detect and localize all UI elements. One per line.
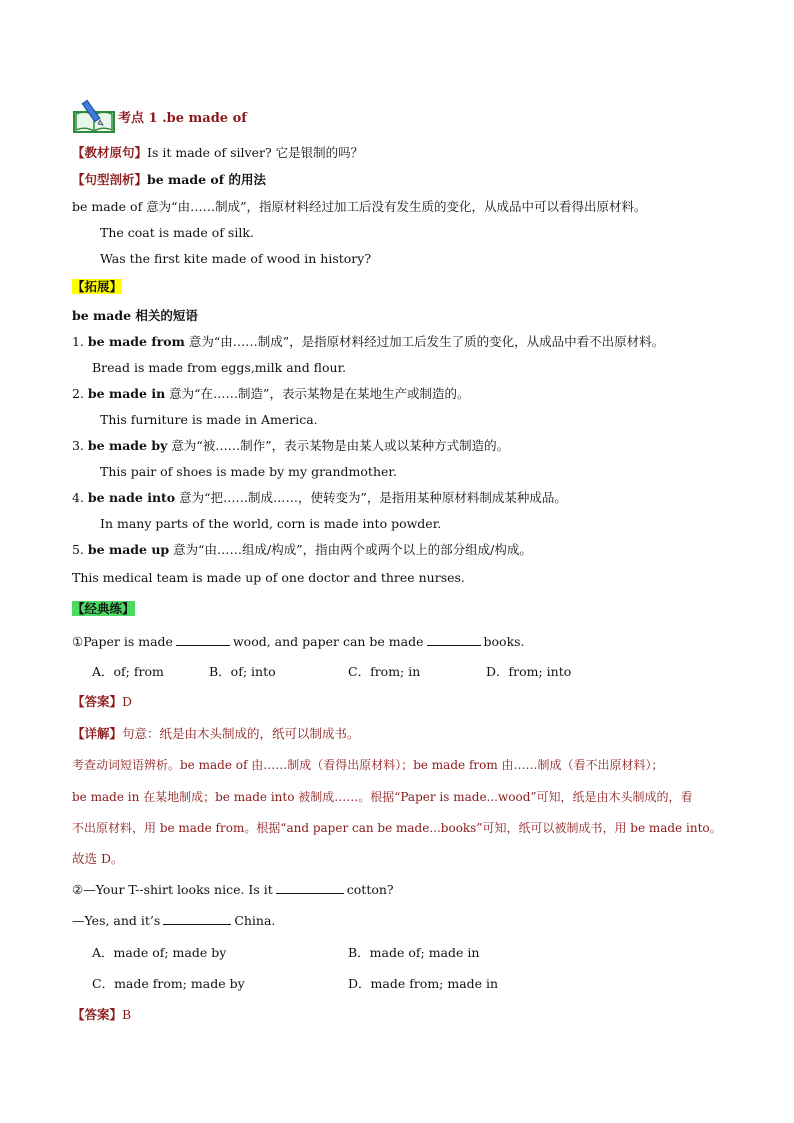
q1-answer-value: D — [122, 694, 133, 709]
q1-part3: books. — [483, 634, 525, 649]
q1-blank-2 — [427, 633, 481, 646]
q2-option-c: C．made from; made by — [92, 976, 245, 991]
item-1 — [72, 333, 664, 351]
item-5-num: 5. — [72, 542, 84, 557]
q1-blank-1 — [176, 633, 230, 646]
q2-blank-2 — [163, 912, 231, 925]
practice-tag-text: 【经典练】 — [72, 601, 135, 616]
made-of-explain — [72, 198, 646, 216]
book-pencil-icon — [72, 98, 116, 134]
q2-option-a: A．made of; made by — [92, 945, 227, 960]
made-of-term: be made of — [72, 199, 143, 214]
item-3-num: 3. — [72, 438, 84, 453]
q2-line-2 — [72, 912, 275, 930]
analysis-heading-text: be made of 的用法 — [147, 172, 266, 187]
item-5-term: be made up — [87, 542, 170, 557]
q1-option-c: C．from; in — [348, 664, 421, 679]
q1-option-d: D．from; into — [486, 664, 572, 679]
q1-option-b: B．of; into — [209, 664, 276, 679]
q1-detail-5: 故选 D。 — [72, 851, 124, 866]
q1-detail-line1: 句意：纸是由木头制成的，纸可以制成书。 — [122, 726, 360, 741]
item-4-example: In many parts of the world, corn is made into powder. — [100, 516, 442, 531]
item-2-explain: 意为“在……制造”，表示某物是在某地生产或制造的。 — [165, 386, 470, 401]
made-of-example-1: The coat is made of silk. — [100, 225, 254, 240]
q1-detail-4: 不出原材料，用 be made from。根据“and paper can be made...books”可知，纸可以被制成书，用 be made into。 — [72, 821, 722, 835]
item-4-num: 4. — [72, 490, 84, 505]
item-5-example: This medical team is made up of one doctor and three nurses. — [72, 570, 465, 585]
item-2-example: This furniture is made in America. — [100, 412, 318, 427]
q2-option-b: B．made of; made in — [348, 945, 480, 960]
item-3-term: be made by — [87, 438, 168, 453]
q1-detail-3: be made in 在某地制成；be made into 被制成……。根据“Paper is made...wood”可知，纸是由木头制成的，看 — [72, 790, 693, 804]
q2-answer-tag: 【答案】 — [72, 1007, 123, 1022]
q2-line1a: —Your T--shirt looks nice. Is it — [83, 882, 273, 897]
analysis-tag: 【句型剖析】 — [72, 172, 148, 187]
item-1-term: be made from — [87, 334, 185, 349]
made-of-example-2: Was the first kite made of wood in history? — [100, 251, 372, 266]
practice-tag — [72, 600, 135, 618]
q1-part2: wood, and paper can be made — [232, 634, 424, 649]
q2-answer — [72, 1006, 131, 1024]
q2-line1b: cotton? — [346, 882, 394, 897]
q1-option-a: A．of; from — [92, 664, 164, 679]
q2-line2b: China. — [234, 913, 276, 928]
q1-answer-tag: 【答案】 — [72, 694, 123, 709]
item-3 — [72, 437, 509, 455]
item-2-num: 2. — [72, 386, 84, 401]
analysis-heading — [72, 171, 266, 189]
q2-blank-1 — [276, 881, 344, 894]
q2-line2a: —Yes, and it’s — [72, 913, 161, 928]
item-1-num: 1. — [72, 334, 84, 349]
item-1-explain: 意为“由……制成”，是指原材料经过加工后发生了质的变化，从成品中看不出原材料。 — [184, 334, 665, 349]
q2-num: ② — [72, 882, 84, 897]
q2-line-1 — [72, 881, 394, 899]
original-tag: 【教材原句】 — [72, 145, 148, 160]
q1-part1: Paper is made — [83, 634, 173, 649]
extension-tag — [72, 278, 122, 296]
extension-heading: be made 相关的短语 — [72, 308, 198, 323]
item-1-example: Bread is made from eggs,milk and flour. — [92, 360, 347, 375]
made-of-text: 意为“由……制成”，指原材料经过加工后没有发生质的变化，从成品中可以看得出原材料。 — [142, 199, 647, 214]
item-4 — [72, 489, 567, 507]
item-4-term: be nade into — [87, 490, 176, 505]
item-3-example: This pair of shoes is made by my grandmother. — [100, 464, 397, 479]
item-5 — [72, 541, 532, 559]
item-5-explain: 意为“由……组成/构成”，指由两个或两个以上的部分组成/构成。 — [169, 542, 532, 557]
q1-detail-1 — [72, 725, 360, 743]
item-4-explain: 意为“把……制成……，使转变为”，是指用某种原材料制成某种成品。 — [175, 490, 567, 505]
extension-tag-text: 【拓展】 — [72, 279, 123, 294]
q2-option-d: D．made from; made in — [348, 976, 499, 991]
original-sentence — [72, 144, 363, 162]
item-2 — [72, 385, 469, 403]
q1-answer — [72, 693, 132, 711]
q1-detail-2: 考查动词短语辨析。be made of 由……制成（看得出原材料）；be made from 由……制成（看不出原材料）； — [72, 758, 664, 772]
q1-num: ① — [72, 634, 84, 649]
section-title: 考点 1 .be made of — [118, 111, 247, 126]
item-2-term: be made in — [87, 386, 166, 401]
q1-detail-tag: 【详解】 — [72, 726, 123, 741]
item-3-explain: 意为“被……制作”，表示某物是由某人或以某种方式制造的。 — [167, 438, 510, 453]
q1-question — [72, 633, 525, 651]
original-text: Is it made of silver? 它是银制的吗？ — [147, 145, 364, 160]
q2-answer-value: B — [122, 1007, 132, 1022]
